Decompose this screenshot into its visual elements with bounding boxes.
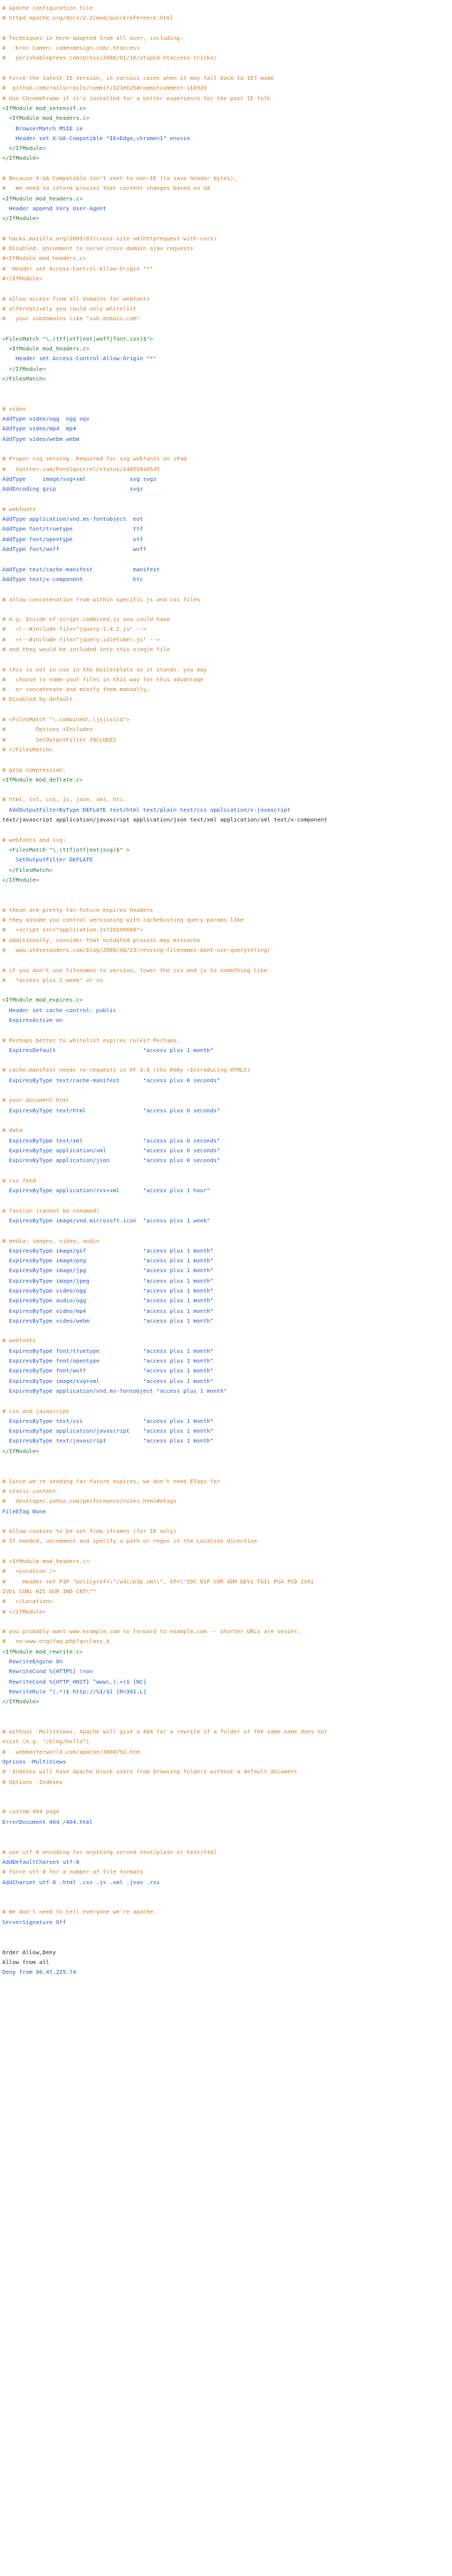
code-line-comment: exist (e.g. "/blog/hello") — [2, 1738, 90, 1745]
code-line-comment: # Header set Access-Control-Allow-Origin "*" — [2, 265, 154, 272]
code-line-comment: # Allow cookies to be set from iframes (for IE only) — [2, 1528, 177, 1535]
code-line-comment: # Since we're sending far-future expires, we don't need ETags for — [2, 1477, 221, 1485]
code-line-directive: ExpiresByType font/opentype "access plus 1 month" — [2, 1357, 214, 1365]
code-line-comment: # these are pretty far-future expires headers — [2, 906, 154, 913]
code-line-directive: ExpiresByType video/ogg "access plus 1 month" — [2, 1287, 214, 1294]
blank-line — [2, 63, 450, 73]
code-line-comment: # custom 404 page — [2, 1808, 60, 1816]
code-line-comment: # SetOutputFilter INCLUDES — [2, 736, 117, 743]
blank-line — [2, 604, 450, 614]
code-line-comment: # html, txt, css, js, json, xml, htc: — [2, 796, 127, 803]
code-line-directive: ExpiresByType image/png "access plus 1 month" — [2, 1257, 214, 1265]
blank-line — [2, 494, 450, 504]
code-line-directive: RewriteRule ^(.*)$ http://%1/$1 [R=301,L] — [2, 1687, 147, 1695]
code-line-comment: # Apache configuration file — [2, 5, 93, 11]
blank-line — [2, 1025, 450, 1035]
blank-line — [2, 705, 450, 714]
code-line-comment: # Disabled by default. — [2, 696, 76, 703]
blank-line — [2, 23, 450, 33]
code-line-comment: # additionally, consider that outdated proxies may miscache — [2, 936, 200, 944]
code-line-directive: RewriteCond %{HTTP_HOST} ^www\.(.+)$ [NC] — [2, 1678, 147, 1685]
code-line-directive: AddCharset utf-8 .html .css .js .xml .json .rss — [2, 1878, 160, 1886]
code-line-comment: # github.com/rails/rails/commit/123eb25#commitcomment-118920 — [2, 84, 207, 92]
code-line-comment: # static content. — [2, 1487, 60, 1495]
code-line-comment: # css and javascript — [2, 1407, 69, 1415]
code-line-directive: ExpiresByType text/cache-manifest "access plus 0 seconds" — [2, 1076, 221, 1084]
code-line-directive: BrowserMatch MSIE ie — [2, 124, 83, 132]
code-line-directive: ExpiresByType font/woff "access plus 1 month" — [2, 1367, 214, 1375]
code-line-comment: # We don't need to tell everyone we're apache. — [2, 1908, 157, 1916]
code-line-comment: # you probably want www.example.com to forward to example.com -- shorter URLs are sexier. — [2, 1628, 301, 1635]
blank-line — [2, 1055, 450, 1065]
code-line-tag: </IfModule> — [2, 145, 46, 152]
blank-line — [2, 1396, 450, 1406]
code-line-comment: # Proper svg serving. Required for svg webfonts on iPad — [2, 455, 187, 463]
code-line-directive: AddType application/vnd.ms-fontobject eot — [2, 516, 143, 523]
blank-line — [2, 1887, 450, 1897]
code-line-comment: # Techniques in here adapted from all over, including: — [2, 34, 184, 41]
code-line-directive: ExpiresByType video/mp4 "access plus 1 month" — [2, 1307, 214, 1314]
code-line-directive: AddType text/x-component htc — [2, 575, 143, 583]
code-line-comment: # hacks.mozilla.org/2009/07/cross-site-xmlhttprequest-with-cors/ — [2, 234, 217, 242]
code-line-tag: </IfModule> — [2, 1698, 39, 1706]
blank-line — [2, 1516, 450, 1526]
blank-line — [2, 955, 450, 965]
code-line-tag: </FilesMatch> — [2, 866, 53, 873]
blank-line — [2, 1225, 450, 1235]
code-line-directive: ExpiresByType application/javascript "access plus 1 month" — [2, 1427, 214, 1435]
code-line-directive: ExpiresByType application/json "access plus 0 seconds" — [2, 1157, 221, 1164]
code-line-comment: # use utf-8 encoding for anything served text/plain or text/html — [2, 1848, 217, 1856]
code-line-comment: # </FilesMatch> — [2, 745, 53, 753]
code-line-directive: ExpiresByType text/html "access plus 0 seconds" — [2, 1106, 221, 1114]
blank-line — [2, 1085, 450, 1095]
blank-line — [2, 1717, 450, 1727]
code-line-comment: # Because X-UA-Compatible isn't sent to non-IE (to save header bytes), — [2, 175, 237, 182]
blank-line — [2, 1326, 450, 1335]
code-line-directive: ExpiresByType image/jpeg "access plus 1 month" — [2, 1277, 214, 1284]
code-line-comment: # no-www.org/faq.php?q=class_b — [2, 1638, 110, 1645]
code-line-comment: # webfonts — [2, 1337, 36, 1345]
blank-line — [2, 825, 450, 834]
blank-line — [2, 985, 450, 995]
code-line-comment: # if you don't use filenames to version, lower the css and js to something like — [2, 966, 267, 974]
code-line-directive: AddType font/woff woff — [2, 546, 147, 553]
code-line-directive: ExpiresByType application/rss+xml "access plus 1 hour" — [2, 1187, 210, 1195]
code-line-comment: #</IfModule> — [2, 275, 43, 283]
code-line-comment: # twitter.com/FontSquirrel/status/14855840545 — [2, 465, 160, 473]
code-line-comment: # your subdomains like "sub.domain.com" — [2, 315, 140, 323]
code-line-directive: ExpiresDefault "access plus 1 month" — [2, 1046, 214, 1054]
code-line-comment: # Options +Includes — [2, 726, 93, 733]
code-line-comment: # choose to name your files in this way for this advantage — [2, 675, 203, 683]
code-line-comment: # and they would be included into this single file — [2, 646, 170, 653]
blank-line — [2, 164, 450, 173]
code-line-comment: # or concatenate and minify them manually. — [2, 686, 150, 693]
blank-line — [2, 224, 450, 234]
code-line-directive: ExpiresByType application/vnd.ms-fontobject "access plus 1 month" — [2, 1387, 228, 1394]
code-line-directive: Options -MultiViews — [2, 1758, 66, 1765]
blank-line — [2, 1927, 450, 1937]
code-line-directive: AddType video/webm webm — [2, 435, 80, 442]
code-line-directive: AddType text/cache-manifest manifest — [2, 565, 160, 573]
code-line-comment: # Perhaps better to whitelist expires rules? Perhaps. — [2, 1036, 180, 1044]
code-line-directive: ServerSignature Off — [2, 1918, 66, 1926]
code-view — [2, 3, 450, 1977]
code-line-directive: AddEncoding gzip svgz — [2, 485, 143, 493]
code-line-comment: # We need to inform proxies that content changes based on UA — [2, 185, 210, 192]
blank-line — [2, 1466, 450, 1476]
code-line-directive: ExpiresByType image/vnd.microsoft.icon "access plus 1 week" — [2, 1216, 210, 1224]
code-line-tag: </IfModule> — [2, 365, 46, 372]
blank-line — [2, 785, 450, 794]
code-line-plain: Allow from all — [2, 1958, 50, 1966]
blank-line — [2, 1617, 450, 1626]
blank-line — [2, 1827, 450, 1837]
code-line-comment: # cache.manifest needs re-requests in FF 3.6 (thx Remy ~Introducing HTML5) — [2, 1066, 251, 1074]
code-line-directive: Header set Access-Control-Allow-Origin "*" — [2, 355, 157, 363]
code-line-directive: Deny from 96.47.225.74 — [2, 1969, 76, 1976]
code-line-comment: # allow access from all domains for webfonts — [2, 295, 150, 302]
code-line-comment: # without -MultiViews, Apache will give a 404 for a rewrite if a folder of the same name does not — [2, 1728, 328, 1736]
code-line-comment: # rss feed — [2, 1176, 36, 1184]
code-line-comment: # Force the latest IE version, in various cases when it may fall back to IE7 mode — [2, 75, 274, 82]
code-line-directive: FileETag None — [2, 1507, 46, 1515]
blank-line — [2, 754, 450, 764]
code-line-comment: # </IfModule> — [2, 1608, 46, 1615]
code-line-comment: # developer.yahoo.com/performance/rules.html#etags — [2, 1498, 177, 1505]
code-line-comment: # -Indexes will have Apache block users from browsing folders without a default document — [2, 1768, 298, 1776]
code-line-directive: RewriteEngine On — [2, 1657, 63, 1665]
code-line-comment: # allow concatenation from within specific js and css files — [2, 595, 200, 603]
code-line-plain: text/javascript application/javascript application/json text/xml application/xml text/x-component — [2, 816, 328, 824]
code-line-comment: # Disabled. Uncomment to serve cross-domain ajax requests — [2, 245, 194, 252]
blank-line — [2, 885, 450, 895]
blank-line — [2, 1456, 450, 1466]
code-line-directive: AddDefaultCharset utf-8 — [2, 1858, 80, 1865]
code-line-tag: <IfModule mod_headers.c> — [2, 345, 90, 353]
code-line-directive: ExpiresByType text/javascript "access plus 1 month" — [2, 1437, 214, 1445]
code-line-comment: # www.stevesouders.com/blog/2008/08/23/revving-filenames-dont-use-querystring/ — [2, 946, 270, 953]
code-line-tag: </FilesMatch> — [2, 375, 46, 382]
blank-line — [2, 554, 450, 564]
code-line-tag: <IfModule mod_rewrite.c> — [2, 1647, 83, 1655]
code-line-comment: # your document html — [2, 1097, 69, 1104]
code-line-directive: AddType image/svg+xml svg svgz — [2, 475, 157, 482]
code-line-comment: # Header set P3P "policyref=\"/w3c/p3p.xml\", CP=\"IDC DSP COR ADM DEVi TAIi PSA PSD IVAi — [2, 1577, 314, 1585]
code-line-comment: # force utf-8 for a number of file formats — [2, 1868, 143, 1876]
code-line-directive: AddType font/truetype ttf — [2, 525, 143, 533]
code-line-directive: Header append Vary User-Agent — [2, 204, 106, 212]
code-line-comment: # <IfModule mod_headers.c> — [2, 1558, 90, 1565]
code-line-directive: Header set cache-control: public — [2, 1006, 117, 1014]
code-line-plain: Order Allow,Deny — [2, 1948, 56, 1956]
blank-line — [2, 584, 450, 594]
blank-line — [2, 1547, 450, 1556]
blank-line — [2, 1115, 450, 1125]
code-line-tag: <IfModule mod_deflate.c> — [2, 776, 83, 783]
code-line-comment: # they assume you control versioning with cachebusting query params like — [2, 916, 244, 924]
code-line-directive: AddType font/opentype otf — [2, 535, 143, 543]
blank-line — [2, 1165, 450, 1175]
code-line-directive: ExpiresByType image/jpg "access plus 1 month" — [2, 1267, 214, 1274]
code-line-tag: <FilesMatch "\.(ttf|otf|eot|svg)$" > — [2, 846, 130, 853]
blank-line — [2, 1706, 450, 1716]
blank-line — [2, 1797, 450, 1807]
code-line-comment: # <!--#include file="jquery-1.4.2.js" --> — [2, 626, 147, 633]
code-line-directive: ExpiresByType video/webm "access plus 1 month" — [2, 1317, 214, 1324]
code-line-comment: # Use ChromeFrame if it's installed for a better experience for the poor IE folk — [2, 94, 270, 102]
code-line-comment: # <Location /> — [2, 1568, 56, 1575]
code-line-comment: # favicon (cannot be renamed) — [2, 1207, 100, 1214]
code-line-comment: # webfonts — [2, 505, 36, 512]
code-line-comment: # video — [2, 405, 26, 412]
blank-line — [2, 1937, 450, 1947]
code-line-comment: # alternatively you could only whitelist — [2, 304, 136, 312]
code-line-directive: ExpiresByType application/xml "access plus 0 seconds" — [2, 1146, 221, 1154]
code-line-tag: <IfModule mod_headers.c> — [2, 115, 90, 122]
code-line-comment: # "access plus 1 week" or so — [2, 976, 103, 984]
blank-line — [2, 1897, 450, 1907]
blank-line — [2, 394, 450, 404]
code-line-directive: ExpiresByType font/truetype "access plus 1 month" — [2, 1347, 214, 1354]
blank-line — [2, 1787, 450, 1797]
code-line-comment: # e.g. Inside of script.combined.js you could have — [2, 616, 170, 623]
code-line-directive: AddOutputFilterByType DEFLATE text/html text/plain text/css application/x-javascript — [2, 806, 291, 813]
code-line-directive: Header set X-UA-Compatible "IE=Edge,chrome=1" env=ie — [2, 134, 191, 142]
code-line-comment: # perishablepress.com/press/2006/01/10/stupid-htaccess-tricks/ — [2, 54, 217, 62]
code-line-comment: # Kroc Camen: camendesign.com/.htaccess — [2, 44, 140, 52]
blank-line — [2, 895, 450, 904]
code-line-comment: # webmasterworld.com/apache/3808792.htm — [2, 1748, 140, 1755]
code-line-comment: # media: images, video, audio — [2, 1237, 100, 1244]
blank-line — [2, 1837, 450, 1846]
code-line-comment: # httpd.apache.org/docs/2.2/mod/quickreference.html — [2, 14, 173, 22]
code-line-tag: </IfModule> — [2, 215, 39, 222]
code-line-comment: # </Location> — [2, 1598, 53, 1605]
blank-line — [2, 444, 450, 454]
code-line-comment: # <script src="application.js?20100608"> — [2, 926, 143, 934]
code-line-tag: </IfModule> — [2, 154, 39, 162]
code-line-comment: # gzip compression. — [2, 766, 66, 773]
code-line-directive: ExpiresByType text/css "access plus 1 month" — [2, 1417, 214, 1424]
code-line-directive: ExpiresByType audio/ogg "access plus 1 month" — [2, 1297, 214, 1305]
code-line-tag: </IfModule> — [2, 1447, 39, 1455]
blank-line — [2, 283, 450, 293]
code-line-tag: <FilesMatch "\.(ttf|otf|eot|woff|font.css)$"> — [2, 335, 154, 342]
code-line-tag: <IfModule mod_expires.c> — [2, 996, 83, 1004]
code-line-comment: # If needed, uncomment and specify a path or regex in the Location directive — [2, 1537, 258, 1545]
code-line-comment: # <FilesMatch "\.combined\.(js|css)$"> — [2, 716, 130, 724]
code-line-comment: # data — [2, 1127, 23, 1134]
code-line-tag: <IfModule mod_headers.c> — [2, 194, 83, 202]
code-line-directive: SetOutputFilter DEFLATE — [2, 856, 93, 864]
code-line-comment: # <!--#include file="jquery.idletimer.js" --> — [2, 635, 160, 643]
code-line-tag: </IfModule> — [2, 876, 39, 883]
code-line-tag: <IfModule mod_setenvif.c> — [2, 104, 87, 112]
code-line-directive: ExpiresByType image/svg+xml "access plus 1 month" — [2, 1377, 214, 1384]
blank-line — [2, 324, 450, 334]
code-line-comment: # Options -Indexes — [2, 1778, 63, 1785]
code-line-directive: AddType video/mp4 mp4 — [2, 425, 76, 433]
blank-line — [2, 654, 450, 664]
code-line-directive: AddType video/ogg ogg ogv — [2, 415, 90, 423]
code-line-directive: RewriteCond %{HTTPS} !=on — [2, 1668, 93, 1675]
code-line-directive: ExpiresByType text/xml "access plus 0 seconds" — [2, 1137, 221, 1144]
code-line-comment: #<IfModule mod_headers.c> — [2, 255, 87, 262]
blank-line — [2, 384, 450, 393]
code-line-comment: IVDi CONi HIS OUR IND CNT\"" — [2, 1587, 96, 1595]
code-line-comment: # webfonts and svg: — [2, 836, 66, 843]
code-line-directive: ErrorDocument 404 /404.html — [2, 1818, 93, 1825]
blank-line — [2, 1195, 450, 1205]
code-line-comment: # this is not in use in the boilerplate as it stands. you may — [2, 665, 207, 673]
code-line-directive: ExpiresByType image/gif "access plus 1 month" — [2, 1247, 214, 1254]
code-line-directive: ExpiresActive on — [2, 1016, 63, 1023]
